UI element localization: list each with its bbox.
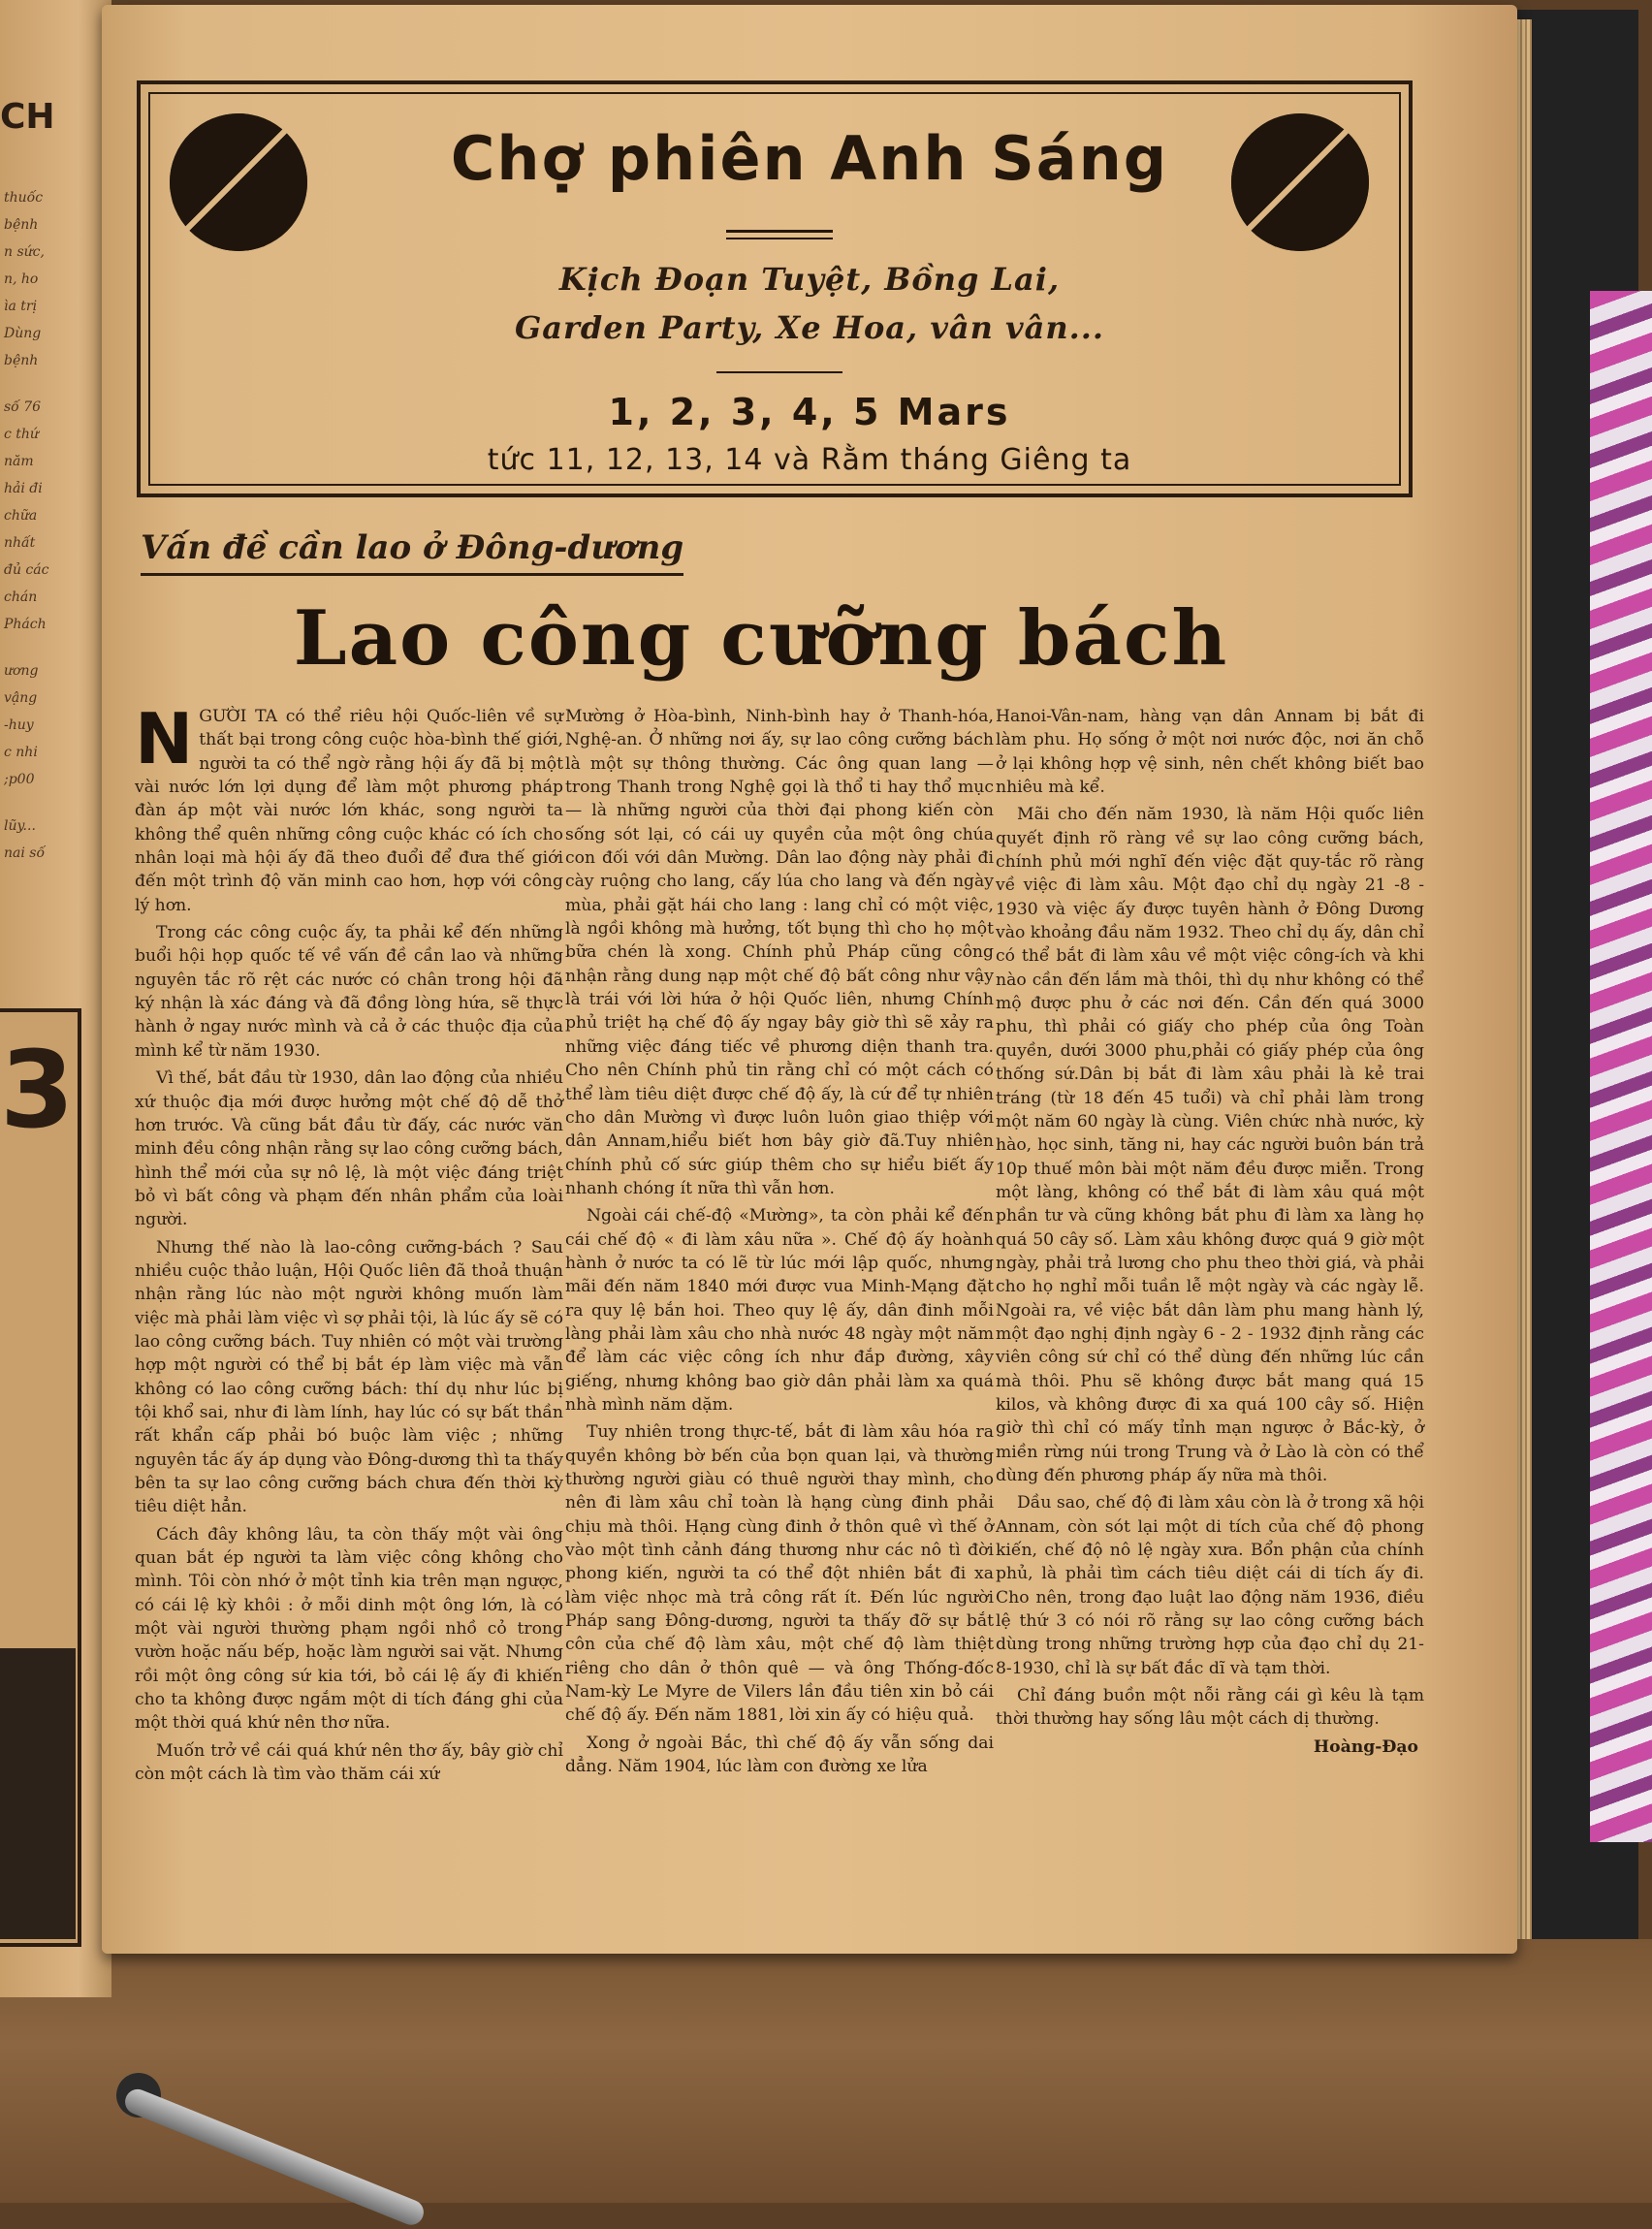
paragraph: Vì thế, bắt đầu từ 1930, dân lao động của nhiều xứ thuộc địa mới được hưởng một chế độ dễ thở hơn trước. Và cũng bắt đầu từ đấy, các nước văn minh đều công nhận rằng sự lao công cưỡng bách, hình thể mới của sự nô lệ, là một việc đáng triệt bỏ vì bất công và phạm đến nhân phẩm của loài người.	[135, 1068, 563, 1230]
magazine-page	[102, 5, 1517, 1954]
paragraph: Trong các công cuộc ấy, ta phải kể đến những buổi hội họp quốc tế về vấn đề cần lao và những nguyên tắc rõ rệt các nước có chân trong hội đã ký nhận là xác đáng và đã đồng lòng hứa, sẽ thực hành ở ngay nước mình và cả ở các thuộc địa của mình kể từ năm 1930.	[135, 923, 563, 1061]
fragment: Dùng	[4, 326, 42, 341]
paragraph: Hanoi-Vân-nam, hàng vạn dân Annam bị bắt đi làm phu. Họ sống ở một nơi nước độc, nơi ăn chỗ ở lại không hợp vệ sinh, nên chết không biết bao nhiêu mà kể.	[996, 707, 1424, 798]
paragraph	[135, 698, 563, 917]
marbled-endpaper	[1590, 291, 1652, 1842]
paragraph: Nhưng thế nào là lao-công cưỡng-bách ? Sau nhiều cuộc thảo luận, Hội Quốc liên đã thoả thuận nhận rằng lúc nào một người không muốn làm việc mà phải làm việc vì sợ phải tội, là lúc ấy sẽ có lao công cưỡng bách. Tuy nhiên có một vài trường hợp một người có thể bị bắt ép làm việc mà vẫn không có lao công cưỡng bách: thí dụ như lúc bị tội khổ sai, như đi làm lính, hay lúc có sự bất thần rất khẩn cấp phải bó buộc làm việc ; những nguyên tắc ấy áp dụng vào Đông-dương thì ta thấy bên ta sự lao công cưỡng bách chưa đến thời kỳ tiêu diệt hẳn.	[135, 1237, 563, 1517]
fragment: nai số	[4, 845, 46, 861]
fragment: c nhi	[4, 745, 38, 760]
ad-divider	[726, 230, 833, 233]
ad-divider-double	[726, 238, 833, 239]
fragment: năm	[4, 454, 34, 469]
fragment: c thứ	[4, 427, 39, 442]
paragraph: Chỉ đáng buồn một nỗi rằng cái gì kêu là tạm thời thường hay sống lâu một cách dị thường.	[996, 1686, 1424, 1730]
fragment: vậng	[4, 690, 38, 706]
drop-cap: N	[135, 698, 194, 780]
left-page-image	[0, 1648, 76, 1939]
article-column-3	[996, 705, 1424, 1759]
left-page-heading: CH	[0, 97, 55, 137]
fragment: ương	[4, 663, 39, 679]
left-page-numeral: 3	[0, 1028, 75, 1152]
paragraph: Mãi cho đến năm 1930, là năm Hội quốc liên quyết định rõ ràng về sự lao công cưỡng bách, chính phủ mới nghĩ đến việc đặt quy-tắc rõ ràng về việc đi làm xâu. Một đạo chỉ dụ ngày 21 -8 - 1930 và việc ấy được tuyên hành ở Đông Dương vào khoảng đầu năm 1932. Theo chỉ dụ ấy, dân chỉ có thể bắt đi làm xâu về một việc công-ích và khi nào cần đến lắm mà thôi, thì dụ như không có thể mộ được phu ở các nơi đến. Cần đến quá 3000 phu, thì phải có giấy cho phép của ông Toàn quyền, dưới 3000 phu,phải có giấy phép của ông thống sứ.Dân bị bắt đi làm xâu phải là kẻ trai tráng (từ 18 đến 45 tuổi) và chỉ phải làm trong một năm 60 ngày là cùng. Viên chức nhà nước, kỳ hào, học sinh, tăng ni, hay các người buôn bán trả 10p thuế môn bài một năm đều được miễn. Trong một làng, không có thể bắt đi làm xâu quá một phần tư và cũng không bắt phu đi làm xa làng họ quá 50 cây số. Làm xâu không được quá 9 giờ một ngày, phải trả lương cho phu theo thời giá, và phải cho họ nghỉ mỗi tuần lễ một ngày và các ngày lễ. Ngoài ra, về việc bắt dân làm phu mang hành lý, một đạo nghị định ngày 6 - 2 - 1932 định rằng các viên công sứ chỉ có thể dùng đến những lúc cần mà thôi. Phu sẽ không được bắt mang quá 15 kilos, và không được đi xa quá 100 cây số. Hiện giờ thì chỉ có mấy tỉnh mạn ngược ở Bắc-kỳ, ở miền rừng núi trong Trung và ở Lào là còn có thể dùng đến phương pháp ấy nữa mà thôi.	[996, 805, 1424, 1485]
desk	[0, 1939, 1652, 2203]
fragment: thuốc	[4, 190, 44, 206]
left-page-fragments	[4, 184, 72, 867]
paragraph-text: GƯỜI TA có thể riêu hội Quốc-liên về sự thất bại trong công cuộc hòa-bình thế giới, người ta có thể ngờ rằng hội ấy đã bị một vài nước lớn lợi dụng để làm một phương pháp đàn áp một vài nước lớn khác, song người ta không thể quên những công cuộc khác có ích cho nhân loại mà hội ấy đã theo đuổi để đưa thế giới đến một trình độ văn minh cao hơn, hợp với công lý hơn.	[135, 707, 563, 915]
ad-divider-2	[716, 371, 842, 373]
fragment: chán	[4, 589, 38, 605]
paragraph: Cách đây không lâu, ta còn thấy một vài ông quan bắt ép người ta làm việc công không cho mình. Tôi còn nhớ ở một tỉnh kia trên mạn ngược, có cái lệ kỳ khôi : ở mỗi dinh một ông lớn, là có một vài người thường phạm ngồi nhồ cỏ trong vườn hoặc nấu bếp, hoặc làm người sai vặt. Nhưng rồi một ông công sứ kia tới, bỏ cái lệ ấy đi khiến cho ta không được ngắm một di tích đáng ghi của một thời quá khứ nên thơ nữa.	[135, 1524, 563, 1734]
paragraph: Muốn trở về cái quá khứ nên thơ ấy, bây giờ chỉ còn một cách là tìm vào thăm cái xứ	[135, 1740, 563, 1785]
ad-dates: 1, 2, 3, 4, 5 Mars	[608, 391, 1011, 433]
ad-title: Chợ phiên Anh Sáng	[450, 123, 1169, 194]
fragment: n sức,	[4, 244, 45, 260]
left-page	[0, 0, 111, 1997]
fragment: hải đi	[4, 481, 43, 496]
fragment: số 76	[4, 399, 42, 415]
article-column-2	[565, 705, 994, 1782]
article-headline: Lao công cưỡng bách	[293, 594, 1229, 683]
fragment: ;p00	[4, 772, 35, 787]
paragraph: Xong ở ngoài Bắc, thì chế độ ấy vẫn sống dai dẳng. Năm 1904, lúc làm con đường xe lửa	[565, 1733, 994, 1777]
paragraph: Dầu sao, chế độ đi làm xâu còn là ở trong xã hội Annam, còn sót lại một di tích của chế độ phong kiến, chế độ nô lệ ngày xưa. Bổn phận của chính phủ, là phải tìm cách tiêu diệt cái di tích ấy đi. Cho nên, trong đạo luật lao động năm 1936, điều lệ thứ 3 có nói rõ rằng sự lao công cưỡng bách dùng trong những trường hợp của đạo chỉ dụ 21-8-1930, chỉ là sự bất đắc dĩ và tạm thời.	[996, 1493, 1424, 1678]
fragment: bệnh	[4, 217, 39, 233]
paragraph: Tuy nhiên trong thực-tế, bắt đi làm xâu hóa ra quyền không bờ bến của bọn quan lại, và thường thường người giàu có thuê người thay mình, cho nên đi làm xâu chỉ toàn là hạng cùng đinh phải chịu mà thôi. Hạng cùng đinh ở thôn quê vì thế ở vào một tình cảnh đáng thương như các nô tì đời phong kiến, người ta có thể đột nhiên bắt đi xa làm việc nhọc mà trả công rất ít. Đến lúc người Pháp sang Đông-dương, người ta thấy đỡ sự bắt côn của chế độ làm xâu, một chế độ làm thiệt riêng cho dân ở thôn quê — và ông Thống-đốc Nam-kỳ Le Myre de Vilers lần đầu tiên xin bỏ cái chế độ ấy. Đến năm 1881, lời xin ấy có hiệu quả.	[565, 1422, 994, 1726]
ad-lunar-dates: tức 11, 12, 13, 14 và Rằm tháng Giêng ta	[487, 443, 1132, 477]
fragment: ìa trị	[4, 299, 38, 314]
author-signature: Hoàng-Đạo	[1313, 1736, 1418, 1757]
fragment: bệnh	[4, 353, 39, 368]
paragraph: Ngoài cái chế-độ «Mường», ta còn phải kể đến cái chế độ « đi làm xâu nữa ». Chế độ ấy hoành hành ở nước ta có lẽ từ lúc mới lập quốc, nhưng mãi đến năm 1840 mới được vua Minh-Mạng đặt ra quy lệ bắn hoi. Theo quy lệ ấy, dân đinh mỗi làng phải làm xâu cho nhà nước 48 ngày một năm để làm các việc công ích như đắp đường, xây giếng, nhưng không bao giờ dân phải làm xa quá nhà mình năm dặm.	[565, 1206, 994, 1415]
fragment: -huy	[4, 717, 34, 733]
fragment: n, ho	[4, 271, 39, 287]
fragment: lũy...	[4, 818, 36, 834]
paragraph: Mường ở Hòa-bình, Ninh-bình hay ở Thanh-hóa, Nghệ-an. Ở những nơi ấy, sự lao công cưỡng bách là một sự thông thường. Các ông quan lang — trong Thanh trong Nghệ gọi là thổ ti hay thổ mục — là những người của thời đại phong kiến còn sống sót lại, có cái uy quyền của một ông chúa con đối với dân Mường. Dân lao động này phải đi cày ruộng cho lang, cấy lúa cho lang và đến ngày mùa, phải gặt hái cho lang : lang chỉ có một việc, là ngồi không mà hưởng, tốt bụng thì cho họ một bữa chén là xong. Chính phủ Pháp cũng công nhận rằng dung nạp một chế độ bất công như vậy là trái với lời hứa ở hội Quốc liên, nhưng Chính phủ triệt hạ chế độ ấy ngay bây giờ thì sẽ xảy ra những việc đáng tiếc về phương diện thanh tra. Cho nên Chính phủ tin rằng chỉ có một cách có thể làm tiêu diệt được chế độ ấy, là cứ để tự nhiên cho dân Mường vì được luôn luôn giao thiệp với dân Annam,hiểu biết hơn bây giờ đã.Tuy nhiên chính phủ cố sức giúp thêm cho sự hiểu biết ấy nhanh chóng ít nữa thì vẫn hơn.	[565, 707, 994, 1198]
article-column-1	[135, 698, 563, 1790]
section-kicker: Vấn đề cần lao ở Đông-dương	[141, 528, 683, 576]
fragment: đủ các	[4, 562, 49, 578]
fragment: chữa	[4, 508, 38, 524]
ad-subtitle-line2: Garden Party, Xe Hoa, vân vân...	[514, 309, 1105, 346]
fragment: nhất	[4, 535, 36, 551]
ad-subtitle-line1: Kịch Đoạn Tuyệt, Bồng Lai,	[558, 261, 1061, 298]
fragment: Phách	[4, 617, 47, 632]
